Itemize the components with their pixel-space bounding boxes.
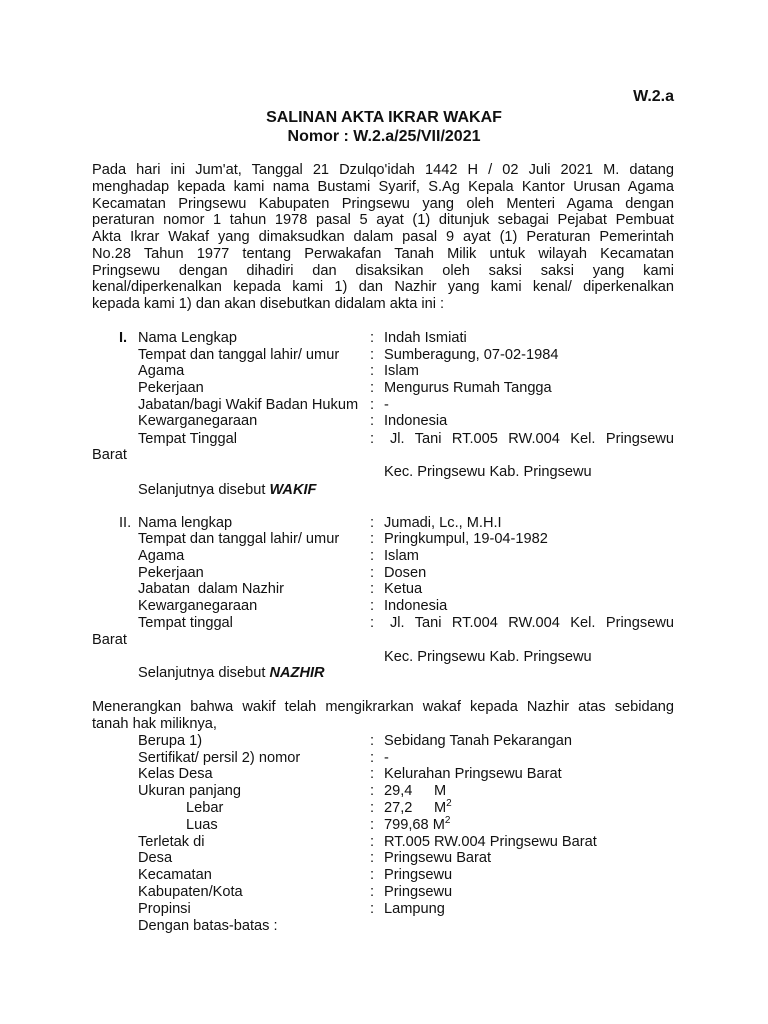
field-label: Dengan batas-batas : bbox=[138, 918, 278, 934]
field-value: - bbox=[384, 750, 389, 766]
intro-line: peraturan nomor 1 tahun 1978 pasal 5 ayat (1) ditunjuk sebagai Pejabat Pembuat bbox=[92, 212, 674, 229]
statement-paragraph bbox=[92, 699, 674, 733]
field-label: Kecamatan bbox=[138, 867, 212, 883]
field-colon: : bbox=[370, 565, 375, 581]
field-colon: : bbox=[370, 750, 375, 766]
field-label: Tempat Tinggal bbox=[138, 431, 237, 447]
field-label: Pekerjaan bbox=[138, 380, 204, 396]
statement-line: tanah hak miliknya, bbox=[92, 715, 217, 732]
field-value: Kec. Pringsewu Kab. Pringsewu bbox=[384, 649, 592, 665]
field-colon: : bbox=[370, 733, 375, 749]
field-unit: M bbox=[434, 783, 447, 799]
field-label: Tempat dan tanggal lahir/ umur bbox=[138, 347, 340, 363]
designation-text: Selanjutnya disebut bbox=[138, 482, 266, 498]
field-label: Pekerjaan bbox=[138, 565, 204, 581]
field-value: Sumberagung, 07-02-1984 bbox=[384, 347, 559, 363]
field-value: 799,68 M bbox=[384, 817, 445, 833]
field-colon: : bbox=[370, 431, 375, 447]
designation-role: WAKIF bbox=[269, 482, 317, 498]
field-label: Agama bbox=[138, 363, 185, 379]
field-value: Pringsewu bbox=[384, 867, 453, 883]
field-value: Pringsewu Barat bbox=[384, 850, 492, 866]
intro-line: kepada kami 1) dan akan disebutkan didalam akta ini : bbox=[92, 296, 445, 312]
unit-exponent: 2 bbox=[444, 815, 451, 826]
field-label: Sertifikat/ persil 2) nomor bbox=[138, 750, 301, 766]
field-value: Indonesia bbox=[384, 413, 448, 429]
field-colon: : bbox=[370, 834, 375, 850]
field-label: Jabatan/bagi Wakif Badan Hukum bbox=[138, 397, 359, 413]
field-value: Kelurahan Pringsewu Barat bbox=[384, 766, 562, 782]
field-colon: : bbox=[370, 548, 375, 564]
intro-line: No.28 Tahun 1977 tentang Perwakafan Tanah Milik untuk wilayah Kecamatan bbox=[92, 245, 674, 262]
field-label: Nama Lengkap bbox=[138, 330, 237, 346]
intro-paragraph bbox=[92, 162, 674, 313]
field-label: Tempat tinggal bbox=[138, 615, 233, 631]
field-label: Luas bbox=[186, 817, 218, 833]
field-label: Ukuran panjang bbox=[138, 783, 242, 799]
field-value-continuation: Barat bbox=[92, 632, 127, 648]
field-value: Jl. Tani RT.004 RW.004 Kel. Pringsewu bbox=[390, 615, 674, 631]
field-colon: : bbox=[370, 884, 375, 900]
field-colon: : bbox=[370, 347, 375, 363]
field-colon: : bbox=[370, 581, 375, 597]
field-value: Mengurus Rumah Tangga bbox=[384, 380, 552, 396]
field-value: Indah Ismiati bbox=[384, 330, 467, 346]
field-value: Ketua bbox=[384, 581, 423, 597]
field-value: Pringkumpul, 19-04-1982 bbox=[384, 531, 548, 547]
field-value: Jumadi, Lc., M.H.I bbox=[384, 515, 502, 531]
field-unit: M bbox=[434, 800, 447, 816]
field-colon: : bbox=[370, 615, 375, 631]
document-code: W.2.a bbox=[633, 88, 674, 105]
field-label: Kelas Desa bbox=[138, 766, 213, 782]
field-value: Islam bbox=[384, 548, 419, 564]
field-label: Agama bbox=[138, 548, 185, 564]
field-colon: : bbox=[370, 850, 375, 866]
field-label: Kewarganegaraan bbox=[138, 598, 258, 614]
field-label: Berupa 1) bbox=[138, 733, 203, 749]
document-title: SALINAN AKTA IKRAR WAKAF bbox=[266, 109, 502, 126]
field-colon: : bbox=[370, 330, 375, 346]
section-number: I. bbox=[119, 330, 128, 346]
document-number: Nomor : W.2.a/25/VII/2021 bbox=[287, 128, 481, 145]
field-label: Terletak di bbox=[138, 834, 205, 850]
field-value: RT.005 RW.004 Pringsewu Barat bbox=[384, 834, 597, 850]
field-colon: : bbox=[370, 413, 375, 429]
field-colon: : bbox=[370, 817, 375, 833]
field-value: Indonesia bbox=[384, 598, 448, 614]
field-label: Desa bbox=[138, 850, 173, 866]
designation-text: Selanjutnya disebut bbox=[138, 665, 266, 681]
field-label: Lebar bbox=[186, 800, 224, 816]
field-value: Sebidang Tanah Pekarangan bbox=[384, 733, 572, 749]
field-colon: : bbox=[370, 397, 375, 413]
field-colon: : bbox=[370, 800, 375, 816]
field-colon: : bbox=[370, 598, 375, 614]
intro-line: Kecamatan Pringsewu Kabupaten Pringsewu yang oleh Menteri Agama dengan bbox=[92, 195, 674, 212]
field-colon: : bbox=[370, 901, 375, 917]
section-number: II. bbox=[119, 515, 132, 531]
intro-line: Akta Ikrar Wakaf yang dimaksudkan dalam pasal 9 ayat (1) Peraturan Pemerintah bbox=[92, 229, 674, 245]
field-value-continuation: Barat bbox=[92, 447, 127, 463]
field-label: Kewarganegaraan bbox=[138, 413, 258, 429]
field-colon: : bbox=[370, 766, 375, 782]
field-value: Dosen bbox=[384, 565, 427, 581]
field-label: Propinsi bbox=[138, 901, 191, 917]
field-colon: : bbox=[370, 380, 375, 396]
intro-line: kenal/diperkenalkan kepada kami 1) dan Nazhir yang kami kenal/ diperkenalkan bbox=[92, 279, 674, 296]
unit-exponent: 2 bbox=[446, 798, 452, 809]
field-value: Kec. Pringsewu Kab. Pringsewu bbox=[384, 464, 592, 480]
intro-line: Pringsewu dengan dihadiri dan disaksikan oleh saksi saksi yang kami bbox=[92, 262, 674, 279]
field-colon: : bbox=[370, 531, 375, 547]
field-colon: : bbox=[370, 867, 375, 883]
field-label: Tempat dan tanggal lahir/ umur bbox=[138, 531, 340, 547]
field-label: Kabupaten/Kota bbox=[138, 884, 243, 900]
field-label: Jabatan dalam Nazhir bbox=[138, 581, 285, 597]
intro-line: Pada hari ini Jum'at, Tanggal 21 Dzulqo'idah 1442 H / 02 Juli 2021 M. datang bbox=[92, 162, 674, 178]
field-colon: : bbox=[370, 783, 375, 799]
designation-role: NAZHIR bbox=[269, 665, 325, 681]
intro-line: menghadap kepada kami nama Bustami Syarif, S.Ag Kepala Kantor Urusan Agama bbox=[92, 178, 674, 195]
field-value: Lampung bbox=[384, 901, 445, 917]
field-value: Pringsewu bbox=[384, 884, 453, 900]
field-value: - bbox=[384, 397, 389, 413]
field-value: Islam bbox=[384, 363, 419, 379]
field-colon: : bbox=[370, 515, 375, 531]
field-value: Jl. Tani RT.005 RW.004 Kel. Pringsewu bbox=[390, 431, 674, 447]
field-value: 29,4 bbox=[384, 783, 413, 799]
field-colon: : bbox=[370, 363, 375, 379]
field-label: Nama lengkap bbox=[138, 515, 233, 531]
field-value: 27,2 bbox=[384, 800, 413, 816]
statement-line: Menerangkan bahwa wakif telah mengikrarkan wakaf kepada Nazhir atas sebidang bbox=[92, 699, 674, 715]
